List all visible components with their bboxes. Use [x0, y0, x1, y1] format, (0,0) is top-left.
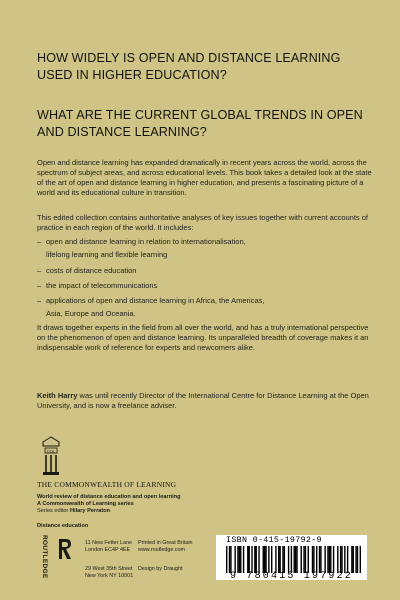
barcode-bar [320, 546, 321, 573]
barcode-bar [305, 546, 306, 573]
isbn-number: ISBN 0-415-19792-9 [226, 535, 322, 545]
barcode-bar [353, 546, 354, 573]
topics-list [37, 237, 375, 325]
col-name: THE COMMONWEALTH OF LEARNING [37, 480, 177, 489]
barcode-bar [313, 546, 314, 573]
author-bio [37, 391, 375, 411]
barcode-bar [251, 546, 252, 573]
barcode-bar [288, 546, 289, 573]
barcode-bar [258, 546, 259, 573]
barcode-bar [278, 546, 279, 573]
barcode-bar [303, 546, 304, 573]
barcode-bar [340, 546, 341, 573]
experts-paragraph: It draws together experts in the field from all over the world, and has a truly international perspective on the phenomenon of open and distance learning. Its unparalleled breadth of coverage makes it an indispensable work of reference for experts and newcomers alike. [37, 323, 369, 352]
address-line: 29 West 35th Street [85, 566, 133, 572]
barcode-bar [239, 546, 240, 573]
barcode-bar [264, 546, 265, 573]
list-dash: – [37, 281, 42, 290]
barcode-bar [279, 546, 280, 573]
barcode-bar [268, 546, 269, 573]
barcode-icon [226, 546, 361, 573]
barcode-bar [237, 546, 238, 573]
series-editor-label: Series editor [37, 508, 70, 514]
series-info [37, 494, 287, 515]
barcode-bar [301, 546, 302, 573]
barcode-bar [357, 546, 358, 573]
new-york-address [85, 566, 133, 580]
list-item-line: lifelong learning and flexible learning [46, 250, 168, 259]
list-item [37, 237, 375, 260]
barcode-bar [295, 546, 296, 573]
collection-paragraph: This edited collection contains authoritative analyses of key issues together with current accounts of practice in each region of the world. It includes: [37, 213, 369, 232]
routledge-logo-icon [58, 538, 72, 560]
barcode-bar [254, 546, 255, 573]
series-editor [37, 508, 287, 515]
barcode-bar [308, 546, 309, 573]
list-item-line: the impact of telecommunications [46, 281, 158, 290]
barcode-bar [337, 546, 338, 573]
design-credit: Design by Draught [138, 566, 183, 572]
publisher-name: ROUTLEDGE [41, 535, 48, 579]
address-line: 11 New Fetter Lane [85, 540, 132, 546]
barcode-bar [329, 546, 330, 573]
barcode-bar [263, 546, 264, 573]
barcode-bar [230, 546, 231, 573]
list-dash: – [37, 296, 42, 305]
heading-question-2: WHAT ARE THE CURRENT GLOBAL TRENDS IN OPEN AND DISTANCE LEARNING? [37, 108, 363, 139]
barcode-bar [256, 546, 257, 573]
barcode-bar [347, 546, 348, 573]
barcode-bar [291, 546, 292, 573]
list-dash: – [37, 237, 42, 246]
barcode-bar [226, 546, 227, 573]
barcode-bar [243, 546, 244, 573]
barcode-bar [344, 546, 345, 573]
list-item-line: open and distance learning in relation to internationalisation, [46, 237, 246, 246]
barcode-bar [229, 546, 230, 573]
address-line: New York NY 10001 [85, 573, 134, 579]
barcode-bar [275, 546, 276, 573]
barcode-bar [249, 546, 250, 573]
list-item-line: applications of open and distance learning in Africa, the Americas, [46, 296, 265, 305]
list-item [37, 296, 375, 319]
list-dash: – [37, 266, 42, 275]
barcode-bar [319, 546, 320, 573]
discipline-label: Distance education [37, 523, 89, 529]
barcode-bar [265, 546, 266, 573]
commonwealth-of-learning-logo-icon [40, 436, 62, 476]
london-address [85, 540, 132, 554]
author-bio-text: was until recently Director of the International Centre for Distance Learning at the Open University, and is now a freelance adviser. [37, 391, 369, 410]
list-item-line: Asia, Europe and Oceania. [46, 309, 136, 318]
barcode-bar [360, 546, 361, 573]
barcode-bar [324, 546, 325, 573]
print-info [138, 540, 193, 554]
barcode-bar [355, 546, 356, 573]
intro-paragraph: Open and distance learning has expanded dramatically in recent years across the world, across the spectrum of subject areas, and across educational levels. This book takes a detailed look at the state of the art of open and distance learning in higher education, and presents a fascinating picture of a world and its educational culture in transition. [37, 158, 372, 197]
barcode-bar [234, 546, 235, 573]
barcode-bar [240, 546, 241, 573]
col-logo-text: COL [46, 448, 56, 454]
list-item [37, 281, 375, 291]
barcode-bar [294, 546, 295, 573]
series-subtitle: A Commonwealth of Learning series [37, 501, 134, 507]
barcode-bar [351, 546, 352, 573]
list-item [37, 266, 375, 276]
barcode-bar [282, 546, 283, 573]
barcode-bar [284, 546, 285, 573]
barcode-digits: 9 780415 197922 [229, 571, 353, 582]
barcode-bar [316, 546, 317, 573]
series-title: World review of distance education and open learning [37, 494, 181, 500]
barcode-bar [312, 546, 313, 573]
barcode-bar [341, 546, 342, 573]
barcode-bar [330, 546, 331, 573]
routledge-wordmark [39, 535, 49, 583]
publisher-website: www.routledge.com [138, 547, 186, 553]
address-line: London EC4P 4EE [85, 547, 131, 553]
heading-question-1: HOW WIDELY IS OPEN AND DISTANCE LEARNING USED IN HIGHER EDUCATION? [37, 51, 341, 82]
series-editor-name: Hilary Perraton [69, 508, 111, 514]
barcode-bar [333, 546, 334, 573]
author-name: Keith Harry [37, 391, 78, 400]
barcode-bar [327, 546, 328, 573]
barcode-bar [271, 546, 272, 573]
barcode-bar [296, 546, 297, 573]
printed-in: Printed in Great Britain [138, 540, 193, 546]
barcode-bar [247, 546, 248, 573]
list-item-line: costs of distance education [46, 266, 137, 275]
